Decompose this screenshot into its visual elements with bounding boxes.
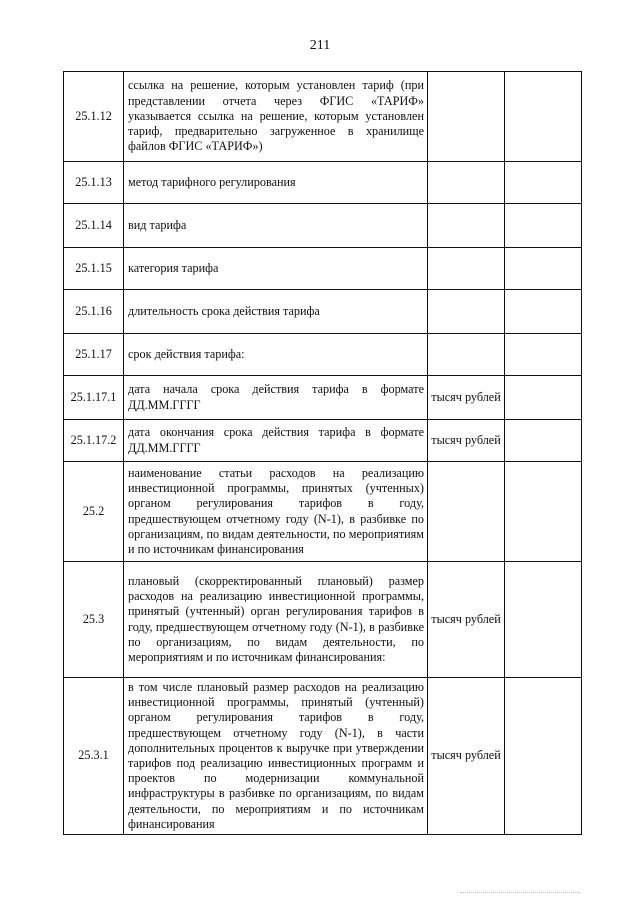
row-value	[505, 334, 582, 376]
row-value	[505, 72, 582, 162]
footer-divider	[460, 892, 580, 893]
table-row	[64, 462, 582, 562]
row-description: категория тарифа	[124, 248, 428, 290]
row-number: 25.1.15	[64, 248, 124, 290]
row-value	[505, 248, 582, 290]
table-row	[64, 334, 582, 376]
row-number: 25.1.16	[64, 290, 124, 334]
row-description: дата начала срока действия тарифа в формате ДД.ММ.ГГГГ	[124, 376, 428, 420]
row-unit	[428, 204, 505, 248]
row-description: срок действия тарифа:	[124, 334, 428, 376]
table-row	[64, 562, 582, 678]
row-number: 25.1.13	[64, 162, 124, 204]
row-value	[505, 376, 582, 420]
row-description: длительность срока действия тарифа	[124, 290, 428, 334]
table-row	[64, 376, 582, 420]
row-value	[505, 678, 582, 835]
row-value	[505, 420, 582, 462]
row-unit	[428, 334, 505, 376]
row-unit: тысяч рублей	[428, 420, 505, 462]
row-number: 25.1.12	[64, 72, 124, 162]
row-description: вид тарифа	[124, 204, 428, 248]
table-row	[64, 204, 582, 248]
table-row	[64, 162, 582, 204]
row-number: 25.1.17.1	[64, 376, 124, 420]
report-table	[63, 71, 582, 835]
row-description: плановый (скорректированный плановый) размер расходов на реализацию инвестиционной программы, принятый (учтенный) орган регулирования тарифов в году, предшествующем отчетному году (N-1), в разбивке по организациям, по видам деятельности, по мероприятиям и по источникам финансирования:	[124, 562, 428, 678]
row-description: наименование статьи расходов на реализацию инвестиционной программы, принятых (учтенных) органом регулирования тарифов в году, предшествующем отчетному году (N-1), в разбивке по организациям, по видам деятельности, по мероприятиям и по источникам финансирования	[124, 462, 428, 562]
row-unit	[428, 162, 505, 204]
row-description: дата окончания срока действия тарифа в формате ДД.ММ.ГГГГ	[124, 420, 428, 462]
row-value	[505, 290, 582, 334]
row-value	[505, 562, 582, 678]
row-value	[505, 462, 582, 562]
table-row	[64, 72, 582, 162]
row-number: 25.1.17.2	[64, 420, 124, 462]
table-row	[64, 678, 582, 835]
row-unit: тысяч рублей	[428, 562, 505, 678]
row-unit	[428, 462, 505, 562]
row-number: 25.1.14	[64, 204, 124, 248]
row-number: 25.3.1	[64, 678, 124, 835]
row-unit: тысяч рублей	[428, 376, 505, 420]
table-row	[64, 248, 582, 290]
row-value	[505, 162, 582, 204]
row-value	[505, 204, 582, 248]
row-unit	[428, 290, 505, 334]
row-description: в том числе плановый размер расходов на реализацию инвестиционной программы, принятый (учтенный) органом регулирования тарифов в году, предшествующем отчетному году (N-1), в части дополнительных процентов к выручке при утверждении тарифов под реализацию инвестиционных программ и проектов по модернизации коммунальной инфраструктуры в разбивке по организациям, по видам деятельности, по мероприятиям и по источникам финансирования	[124, 678, 428, 835]
row-unit: тысяч рублей	[428, 678, 505, 835]
row-number: 25.2	[64, 462, 124, 562]
row-description: ссылка на решение, которым установлен тариф (при представлении отчета через ФГИС «ТАРИФ» указывается ссылка на решение, которым установлен тариф, предварительно загруженное в хранилище файлов ФГИС «ТАРИФ»)	[124, 72, 428, 162]
table-row	[64, 420, 582, 462]
row-unit	[428, 248, 505, 290]
row-unit	[428, 72, 505, 162]
page-number: 211	[309, 38, 331, 53]
row-number: 25.1.17	[64, 334, 124, 376]
row-description: метод тарифного регулирования	[124, 162, 428, 204]
row-number: 25.3	[64, 562, 124, 678]
table-row	[64, 290, 582, 334]
